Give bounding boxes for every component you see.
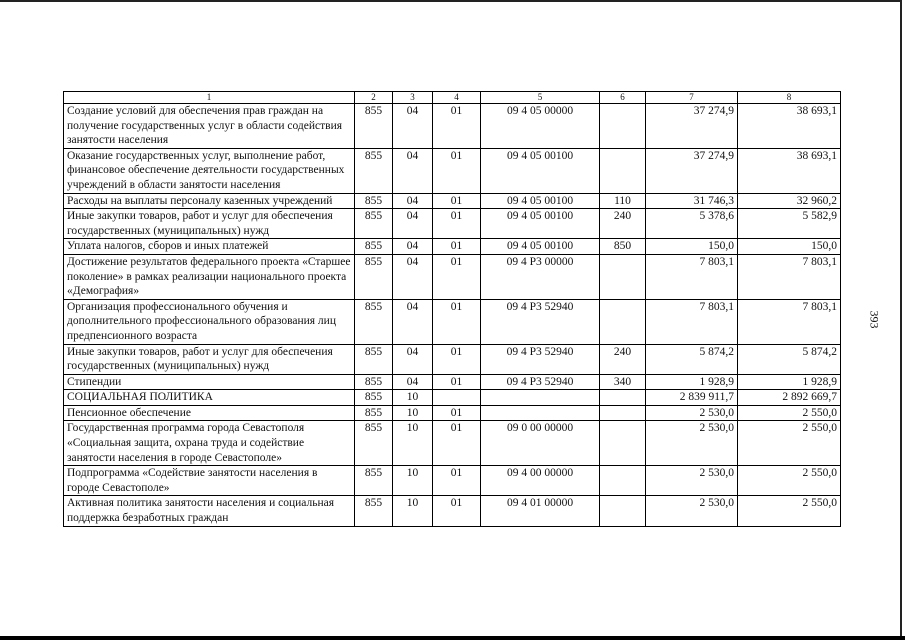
target-article-cell: 09 4 00 00000 bbox=[481, 466, 600, 496]
amount-year2-cell: 2 550,0 bbox=[738, 466, 841, 496]
table-row bbox=[64, 390, 841, 406]
amount-year2-cell: 1 928,9 bbox=[738, 374, 841, 390]
target-article-cell: 09 4 P3 00000 bbox=[481, 254, 600, 299]
grbs-cell: 855 bbox=[355, 466, 393, 496]
grbs-cell: 855 bbox=[355, 239, 393, 255]
subsection-cell: 01 bbox=[433, 496, 481, 526]
target-article-cell: 09 4 P3 52940 bbox=[481, 374, 600, 390]
target-article-cell: 09 4 P3 52940 bbox=[481, 344, 600, 374]
header-cell: 6 bbox=[600, 92, 646, 104]
subsection-cell: 01 bbox=[433, 148, 481, 193]
row-name-cell: Организация профессионального обучения и дополнительного профессионального образования лиц предпенсионного возраста bbox=[64, 299, 355, 344]
amount-year1-cell: 7 803,1 bbox=[646, 299, 738, 344]
amount-year2-cell: 38 693,1 bbox=[738, 104, 841, 149]
row-name-cell: Подпрограмма «Содействие занятости населения в городе Севастополе» bbox=[64, 466, 355, 496]
grbs-cell: 855 bbox=[355, 104, 393, 149]
header-cell: 4 bbox=[433, 92, 481, 104]
grbs-cell: 855 bbox=[355, 405, 393, 421]
header-cell: 1 bbox=[64, 92, 355, 104]
amount-year1-cell: 150,0 bbox=[646, 239, 738, 255]
section-cell: 04 bbox=[393, 344, 433, 374]
subsection-cell: 01 bbox=[433, 421, 481, 466]
target-article-cell: 09 4 05 00100 bbox=[481, 239, 600, 255]
table-row bbox=[64, 209, 841, 239]
grbs-cell: 855 bbox=[355, 421, 393, 466]
amount-year1-cell: 37 274,9 bbox=[646, 148, 738, 193]
table-row bbox=[64, 239, 841, 255]
amount-year1-cell: 2 839 911,7 bbox=[646, 390, 738, 406]
row-name-cell: Расходы на выплаты персоналу казенных учреждений bbox=[64, 193, 355, 209]
section-cell: 10 bbox=[393, 390, 433, 406]
subsection-cell: 01 bbox=[433, 209, 481, 239]
amount-year2-cell: 38 693,1 bbox=[738, 148, 841, 193]
expense-type-cell bbox=[600, 421, 646, 466]
target-article-cell: 09 4 05 00100 bbox=[481, 209, 600, 239]
row-name-cell: Достижение результатов федерального проекта «Старшее поколение» в рамках реализации национального проекта «Демография» bbox=[64, 254, 355, 299]
subsection-cell: 01 bbox=[433, 374, 481, 390]
amount-year2-cell: 7 803,1 bbox=[738, 299, 841, 344]
row-name-cell: СОЦИАЛЬНАЯ ПОЛИТИКА bbox=[64, 390, 355, 406]
amount-year2-cell: 5 874,2 bbox=[738, 344, 841, 374]
target-article-cell: 09 4 P3 52940 bbox=[481, 299, 600, 344]
expense-type-cell: 240 bbox=[600, 209, 646, 239]
target-article-cell: 09 4 01 00000 bbox=[481, 496, 600, 526]
expense-type-cell bbox=[600, 148, 646, 193]
grbs-cell: 855 bbox=[355, 148, 393, 193]
section-cell: 10 bbox=[393, 421, 433, 466]
row-name-cell: Пенсионное обеспечение bbox=[64, 405, 355, 421]
row-name-cell: Государственная программа города Севастополя «Социальная защита, охрана труда и содействие занятости населения в городе Севастополе» bbox=[64, 421, 355, 466]
target-article-cell: 09 0 00 00000 bbox=[481, 421, 600, 466]
subsection-cell: 01 bbox=[433, 254, 481, 299]
expense-type-cell bbox=[600, 496, 646, 526]
section-cell: 10 bbox=[393, 496, 433, 526]
amount-year2-cell: 2 892 669,7 bbox=[738, 390, 841, 406]
table-row bbox=[64, 299, 841, 344]
expense-type-cell bbox=[600, 299, 646, 344]
header-cell: 2 bbox=[355, 92, 393, 104]
row-name-cell: Иные закупки товаров, работ и услуг для обеспечения государственных (муниципальных) нужд bbox=[64, 209, 355, 239]
grbs-cell: 855 bbox=[355, 374, 393, 390]
subsection-cell: 01 bbox=[433, 104, 481, 149]
table-row bbox=[64, 104, 841, 149]
amount-year1-cell: 2 530,0 bbox=[646, 405, 738, 421]
section-cell: 04 bbox=[393, 209, 433, 239]
expense-type-cell: 340 bbox=[600, 374, 646, 390]
table-row bbox=[64, 466, 841, 496]
grbs-cell: 855 bbox=[355, 390, 393, 406]
table-row bbox=[64, 193, 841, 209]
amount-year1-cell: 31 746,3 bbox=[646, 193, 738, 209]
expense-type-cell: 850 bbox=[600, 239, 646, 255]
grbs-cell: 855 bbox=[355, 254, 393, 299]
header-cell: 7 bbox=[646, 92, 738, 104]
section-cell: 10 bbox=[393, 466, 433, 496]
amount-year1-cell: 2 530,0 bbox=[646, 421, 738, 466]
grbs-cell: 855 bbox=[355, 299, 393, 344]
budget-table bbox=[63, 91, 841, 527]
amount-year2-cell: 2 550,0 bbox=[738, 421, 841, 466]
section-cell: 04 bbox=[393, 374, 433, 390]
subsection-cell: 01 bbox=[433, 405, 481, 421]
expense-type-cell bbox=[600, 390, 646, 406]
amount-year2-cell: 2 550,0 bbox=[738, 405, 841, 421]
row-name-cell: Уплата налогов, сборов и иных платежей bbox=[64, 239, 355, 255]
subsection-cell bbox=[433, 390, 481, 406]
target-article-cell bbox=[481, 390, 600, 406]
expense-type-cell bbox=[600, 104, 646, 149]
expense-type-cell: 110 bbox=[600, 193, 646, 209]
expense-type-cell: 240 bbox=[600, 344, 646, 374]
table-body bbox=[64, 104, 841, 527]
subsection-cell: 01 bbox=[433, 344, 481, 374]
amount-year2-cell: 2 550,0 bbox=[738, 496, 841, 526]
row-name-cell: Оказание государственных услуг, выполнение работ, финансовое обеспечение деятельности государственных учреждений в области занятости населения bbox=[64, 148, 355, 193]
subsection-cell: 01 bbox=[433, 193, 481, 209]
grbs-cell: 855 bbox=[355, 344, 393, 374]
scan-bottom-edge bbox=[0, 636, 905, 640]
amount-year2-cell: 5 582,9 bbox=[738, 209, 841, 239]
row-name-cell: Иные закупки товаров, работ и услуг для обеспечения государственных (муниципальных) нужд bbox=[64, 344, 355, 374]
grbs-cell: 855 bbox=[355, 209, 393, 239]
row-name-cell: Стипендии bbox=[64, 374, 355, 390]
row-name-cell: Активная политика занятости населения и социальная поддержка безработных граждан bbox=[64, 496, 355, 526]
header-cell: 5 bbox=[481, 92, 600, 104]
amount-year1-cell: 5 874,2 bbox=[646, 344, 738, 374]
table-row bbox=[64, 374, 841, 390]
table-row bbox=[64, 148, 841, 193]
expense-type-cell bbox=[600, 405, 646, 421]
table-row bbox=[64, 254, 841, 299]
amount-year1-cell: 7 803,1 bbox=[646, 254, 738, 299]
grbs-cell: 855 bbox=[355, 496, 393, 526]
row-name-cell: Создание условий для обеспечения прав граждан на получение государственных услуг в области содействия занятости населения bbox=[64, 104, 355, 149]
amount-year2-cell: 150,0 bbox=[738, 239, 841, 255]
expense-type-cell bbox=[600, 466, 646, 496]
target-article-cell: 09 4 05 00000 bbox=[481, 104, 600, 149]
section-cell: 04 bbox=[393, 239, 433, 255]
subsection-cell: 01 bbox=[433, 299, 481, 344]
header-cell: 8 bbox=[738, 92, 841, 104]
amount-year1-cell: 37 274,9 bbox=[646, 104, 738, 149]
table-row bbox=[64, 421, 841, 466]
section-cell: 04 bbox=[393, 193, 433, 209]
section-cell: 04 bbox=[393, 299, 433, 344]
section-cell: 10 bbox=[393, 405, 433, 421]
amount-year2-cell: 7 803,1 bbox=[738, 254, 841, 299]
target-article-cell: 09 4 05 00100 bbox=[481, 148, 600, 193]
table-header-row bbox=[64, 92, 841, 104]
section-cell: 04 bbox=[393, 104, 433, 149]
target-article-cell bbox=[481, 405, 600, 421]
header-cell: 3 bbox=[393, 92, 433, 104]
amount-year1-cell: 5 378,6 bbox=[646, 209, 738, 239]
target-article-cell: 09 4 05 00100 bbox=[481, 193, 600, 209]
table-row bbox=[64, 344, 841, 374]
amount-year1-cell: 1 928,9 bbox=[646, 374, 738, 390]
expense-type-cell bbox=[600, 254, 646, 299]
grbs-cell: 855 bbox=[355, 193, 393, 209]
page-number: 393 bbox=[867, 310, 882, 329]
amount-year1-cell: 2 530,0 bbox=[646, 466, 738, 496]
amount-year2-cell: 32 960,2 bbox=[738, 193, 841, 209]
section-cell: 04 bbox=[393, 254, 433, 299]
amount-year1-cell: 2 530,0 bbox=[646, 496, 738, 526]
section-cell: 04 bbox=[393, 148, 433, 193]
subsection-cell: 01 bbox=[433, 466, 481, 496]
table-row bbox=[64, 405, 841, 421]
subsection-cell: 01 bbox=[433, 239, 481, 255]
table-row bbox=[64, 496, 841, 526]
